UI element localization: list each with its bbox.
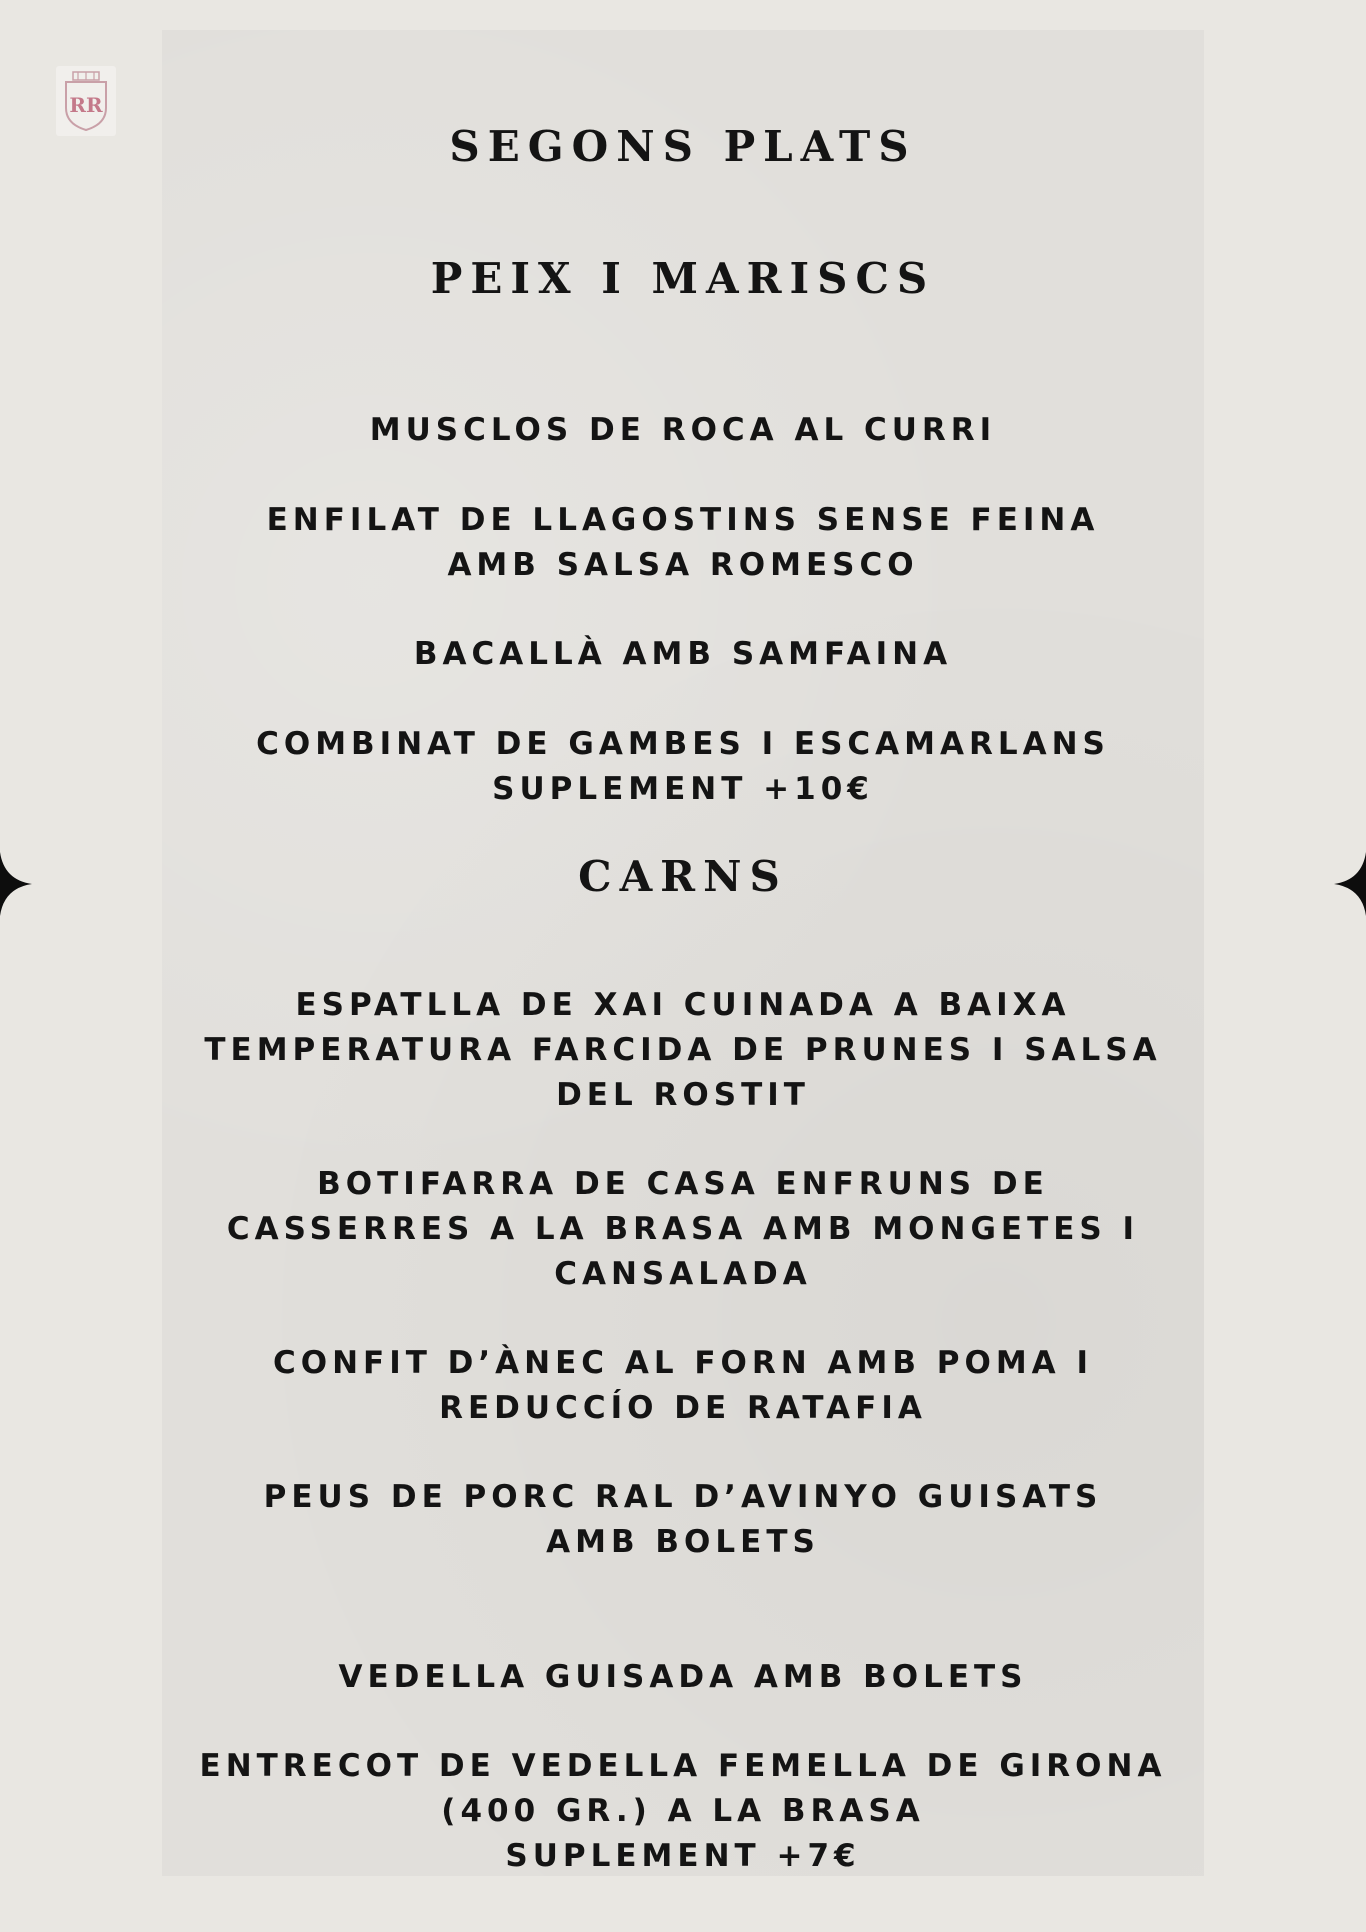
menu-item-line: COMBINAT DE GAMBES I ESCAMARLANS [256, 726, 1110, 762]
menu-item-line: AMB BOLETS [546, 1524, 820, 1560]
section-heading-fish: PEIX I MARISCS [430, 254, 936, 303]
menu-item-line: CASSERRES A LA BRASA AMB MONGETES I [226, 1211, 1140, 1247]
menu-item-line: VEDELLA GUISADA AMB BOLETS [338, 1659, 1028, 1695]
menu-item-line: AMB SALSA ROMESCO [447, 547, 919, 583]
section-heading-meat: CARNS [578, 852, 788, 901]
menu-item-line: MUSCLOS DE ROCA AL CURRI [369, 412, 997, 448]
menu-item-line: ESPATLLA DE XAI CUINADA A BAIXA [295, 987, 1071, 1023]
menu-title: SEGONS PLATS [449, 122, 917, 171]
menu-item [162, 1744, 1204, 1879]
menu-item [162, 1341, 1204, 1431]
menu-item [162, 983, 1204, 1118]
menu-item-line: CONFIT D’ÀNEC AL FORN AMB POMA I [272, 1345, 1094, 1381]
menu-item-line: TEMPERATURA FARCIDA DE PRUNES I SALSA [204, 1032, 1162, 1068]
menu-item-line: BACALLÀ AMB SAMFAINA [413, 636, 953, 672]
menu-item-line: ENFILAT DE LLAGOSTINS SENSE FEINA [266, 502, 1100, 538]
menu-item-line: DEL ROSTIT [556, 1077, 810, 1113]
menu-item [162, 1162, 1204, 1297]
svg-text:RR: RR [69, 93, 103, 117]
menu-item [162, 722, 1204, 812]
menu-item [162, 632, 1204, 677]
menu-item-line: SUPLEMENT +7€ [505, 1838, 861, 1874]
menu-item-line: REDUCCÍO DE RATAFIA [439, 1390, 927, 1426]
menu-item-line: CANSALADA [554, 1256, 812, 1292]
menu-item [162, 1475, 1204, 1565]
menu-item-line: ENTRECOT DE VEDELLA FEMELLA DE GIRONA [199, 1748, 1167, 1784]
menu-paper [162, 30, 1204, 1876]
star-ornament-icon [1334, 852, 1366, 916]
menu-item-line: PEUS DE PORC RAL D’AVINYO GUISATS [263, 1479, 1103, 1515]
menu-item-line: SUPLEMENT +10€ [492, 771, 874, 807]
menu-item [162, 1655, 1204, 1700]
menu-item-line: (400 GR.) A LA BRASA [441, 1793, 925, 1829]
star-ornament-icon [0, 852, 32, 916]
menu-item-line: BOTIFARRA DE CASA ENFRUNS DE [317, 1166, 1049, 1202]
menu-item [162, 498, 1204, 588]
menu-item [162, 408, 1204, 453]
restaurant-logo [56, 66, 116, 136]
